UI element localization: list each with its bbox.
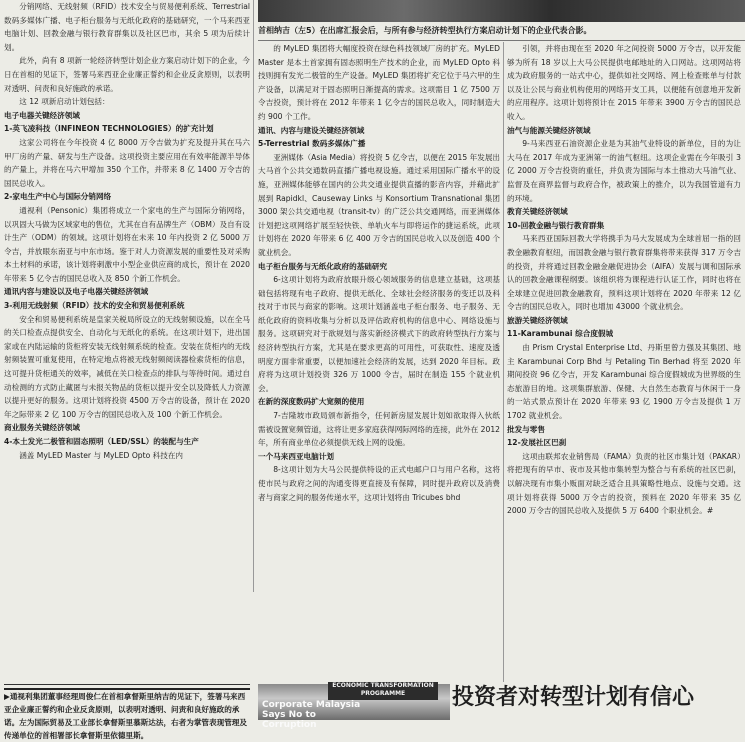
- paragraph: 9-马来西亚石油资源企业是为其油气业特设的新单位，目的为让大马在 2017 年成为亚洲第一的油气枢纽。这项企业需在今年吸引 3 亿 2000 万令吉投资的重任，并负责为国际与本土推动大马油气业、监督及在商界监督与政府合作，被政策上的推介，以为我国管道有力的环境。: [507, 139, 741, 203]
- section-heading: 11-Karambunai 综合度假城: [507, 329, 614, 339]
- paragraph: 8-这项计划为大马公民提供特设的正式电邮户口与用户名称，这将使市民与政府之间的沟通变得更直接及有保障，同时提升政府以及消费者与商家之间的服务传递水平，这项计划将由 Tricubes bhd: [258, 465, 500, 502]
- section-heading: 5-Terrestrial 数码多媒体广播: [258, 139, 366, 149]
- section-heading: 3-利用无线射频（RFID）技术的安全和贸易便利系统: [4, 301, 185, 311]
- section-heading: 2-家电生产中心与国际分销网络: [4, 192, 112, 202]
- article-column-1: [4, 0, 250, 590]
- section-heading: 1-英飞凌科技（INFINEON TECHNOLOGIES）的扩充计划: [4, 124, 214, 134]
- sidebar-caption: ▶通视利集团董事经理周俊仁在首相拿督斯里纳吉的见证下，签署马来西亚企业廉正誓约和企业反贪原则，以表明对透明、问责和良好施政的承诺。左为国际贸易及工业部长拿督斯里慕斯达法，右者为掌管表现管理及传递单位的首相署部长拿督斯里依德里斯。: [4, 688, 250, 722]
- paragraph: 这 12 项新启动计划包括：: [19, 97, 110, 107]
- section-heading: 通讯内容与建设以及电子电器关键经济领域: [4, 287, 149, 297]
- paragraph: 7-吉隆坡市政局颁布新指令，任何新房屋发展计划如欲取得入伙纸需被设置宽频管道，这将让更多家庭获得网际网络的连接，此外在 2012 年，所有商业单位必须提供无线上网的设施。: [258, 411, 500, 448]
- etp-banner: ECONOMIC TRANSFORMATION PROGRAMME: [328, 682, 438, 700]
- paragraph: 马来西亚国际回教大学将携手为马大发展成为全球首屈一指的回教金融教育枢纽，而国教金融与银行教育群集将带来获得 317 万令吉的投资，并将通过回教金融金融促进协会（AIFA）发展与调和国际承认的回教金融课程纲要。该组织将为课程进行认证工作，同时也将在全球建立促进回教金融教育，预料这项计划将在 2020 年带来 12 亿令吉的国民总收入，同时也增加 43000 个就业机会。: [507, 234, 741, 312]
- section-heading: 油气与能源关键经济领域: [507, 125, 591, 135]
- paragraph: 的 MyLED 集团将大幅度投资在绿色科技领域厂房的扩充。MyLED Master 是本土首家拥有固态照明生产技术的企业，而 MyLED Opto 科技则拥有发光二极管的生产设备。MyLED 集团将扩充它位于马六甲的生产设备，以满足对于固态照明日渐提高的需求。这项需目 1 亿 7500 万令吉投资，预计将在 2012 年带来 1 亿令吉的国民总收入，同时制造大约 900 个工作。: [258, 44, 500, 121]
- section-heading: 电子电器关键经济领域: [4, 110, 80, 120]
- anti-corruption-banner: Corporate Malaysia Says No to Corruption: [262, 700, 361, 730]
- paragraph: 亚洲媒体（Asia Media）将投资 5 亿令吉，以便在 2015 年发展出大马首个公共交通数码直播广播电视设施。通过采用国际广播水平的设施，亚洲媒体能够在国内的公共交通业提供直播的影音内容，并藉此扩展到 Rapidkl、Causeway Links 与 Konsortium Transnational 集团 3000 架公共交通电视（transit-tv）的广泛公共交通网络，而亚洲媒体计划把这项网络扩展至轻快铁、单轨火车与即将运作的捷运系统，此项计划将在 2020 年带来 6 亿 400 万令吉的国民总收入以及创造 400 个就业机会。: [258, 152, 501, 257]
- paragraph: 安全和贸易便利系统是皇家关税局所设立的无线射频设施，以在全马的关口检查点提供安全、自动化与无纸化的系统。在这项计划下，进出国家或在内陆运输的货柜将安装无线射频系统的检查。安装在货柜内的无线射频装置可重复使用，在特定地点将被无线射频阅读器检索货柜的信息，这可提升货柜通关的效率，减低在关口检查点的排队与等待时间。通过自动检测的方式防止藏匿与未报关物品的货柜以提升安全以及降低人力资源以提升更好的服务。这项计划将投资 4500 万令吉的设备，预计在 2020 年之际带来 2 亿 100 万令吉的国民总收入及 100 个新工作机会。: [4, 314, 250, 419]
- bottom-headline: 投资者对转型计划有信心: [452, 684, 695, 710]
- section-heading: 批发与零售: [507, 424, 545, 434]
- article-column-3: [507, 42, 741, 597]
- paragraph: 通视利（Pensonic）集团将成立一个家电的生产与国际分销网络，以巩固大马做为区域家电的售位，尤其在自有品牌生产（OBM）及自有设计生产（ODM）的领域。这项计划将在未来 10 年内投资 2 亿 5000 万令吉，并放眼东南亚与中东市场。鉴于对人力资源发展的重要性及对采购本土材料的承诺，该计划将刺激中小型企业供应商的成长，预计在 2020 年带来 5 亿令吉的国民总收入及 850 个新工作机会。: [4, 205, 250, 283]
- photo-caption: 首相纳吉（左5）在出席汇报会后，与所有参与经济转型执行方案启动计划下的企业代表合影。: [258, 22, 745, 41]
- section-heading: 在新的深度数码扩大宽频的使用: [258, 397, 365, 407]
- section-heading: 旅游关键经济领域: [507, 315, 568, 325]
- section-rule: [4, 684, 250, 685]
- paragraph: 分销网络、无线射频（RFID）技术安全与贸易便利系统、Terrestrial 数码多媒体广播、电子柜台服务与无纸化政府的基础研究，一个马来西亚电脑计划、回教金融与银行教育群集以及社区巴市，其余 5 项为后续计划。: [4, 2, 250, 52]
- bottom-article-col-b: [590, 718, 740, 720]
- paragraph: 这家公司将在今年投资 4 亿 8000 万令吉做为扩充及提升其在马六甲厂房的产量、研发与生产设备。这项投资主要应用在有效率能源半导体的产量上，并将在马六甲增加 350 个工作，并带来 8 亿 1400 万令吉的国民总收入。: [4, 137, 250, 188]
- section-heading: 4-本土发光二极管和固态照明（LED/SSL）的装配与生产: [4, 437, 199, 446]
- section-heading: 教育关键经济领域: [507, 207, 568, 217]
- paragraph: 这项由联邦农业销售局（FAMA）负责的社区市集计划（PAKAR）将把现有的早市、夜市及其他市集转型为整合与有系统的社区巴刹，以解决现有市集小贩面对缺乏适合且具策略性地点、设施与交通。这项计划将获得 5000 万令吉的投资，预料在 2020 年带来 35 亿 2000 万令吉的国民总收入及提供 5 万 6400 个职业机会。#: [507, 451, 741, 516]
- paragraph: 6-这项计划将为政府放眼升级心领域服务的信息建立基础，这项基础包括将现有电子政府、提供无纸化、全球社会经济服务的变迁以及科技对于市民与商家的影响。这项计划涵盖电子柜台服务、电子服务、无纸化政府的资料收集与分析以及评估政府机构的信息中心、网络设施与服务。这项研究对于欲规划与落实新经济模式下的政府转型执行方案与经济转型执行方案，尤其是在要求更高的可用性，可获取性、速度及透明度方面非常重要，以便加速社会经济的发展，达到 2020 年目标。政府将为这项计划投资 326 万 1000 令吉，届时在制造 155 个就业机会。: [258, 275, 500, 393]
- section-heading: 通讯、内容与建设关键经济领域: [258, 125, 365, 135]
- section-heading: 12-发展社区巴刹: [507, 438, 567, 448]
- section-heading: 10-回教金融与银行教育群集: [507, 220, 605, 230]
- paragraph: 涵盖 MyLED Master 与 MyLED Opto 科技在内: [19, 450, 184, 460]
- section-heading: 一个马来西亚电脑计划: [258, 451, 334, 461]
- paragraph: 此外，尚有 8 项新一轮经济转型计划企业方案启动计划下的企业，今日在首相的见证下，签署马来西亚企业廉正誓约和企业反贪原则，以表明对透明、问责和良好施政的承诺。: [4, 56, 250, 93]
- column-divider: [253, 0, 254, 592]
- group-photo: [258, 0, 745, 22]
- paragraph: 引领，并将由现在至 2020 年之间投资 5000 万令吉，以开发能够为所有 18 岁以上大马公民提供电邮地址的入口网站。这项网站将成为政府服务的一站式中心，提供如社交网络、网上检查账单与付款以及让公民与商业机构使用的网络开支工具，以便能有创意地开发新的应用程序。这项计划将预计在 2015 年带来 3900 万令吉的国民总收入。: [507, 44, 741, 121]
- paragraph: 由 Prism Crystal Enterprise Ltd、丹斯里曾力强及其集团、地主 Karambunai Corp Bhd 与 Petaling Tin Berhad 将至 2020 年期间投资 96 亿令吉，开发 Karambunai 综合度假城成为世界级的生态旅游目的地。这项集群旅游、保健、大自然生态教育与休闲于一身的一站式景点预计在 2020 年带来 93 亿 1900 万令吉及提供 1 万 1702 就业机会。: [507, 343, 741, 421]
- column-divider: [503, 42, 504, 682]
- section-heading: 商业服务关键经济领域: [4, 423, 80, 433]
- article-column-2: [258, 42, 500, 692]
- bottom-article-col-a: [453, 718, 573, 720]
- section-heading: 电子柜台服务与无纸化政府的基础研究: [258, 261, 388, 271]
